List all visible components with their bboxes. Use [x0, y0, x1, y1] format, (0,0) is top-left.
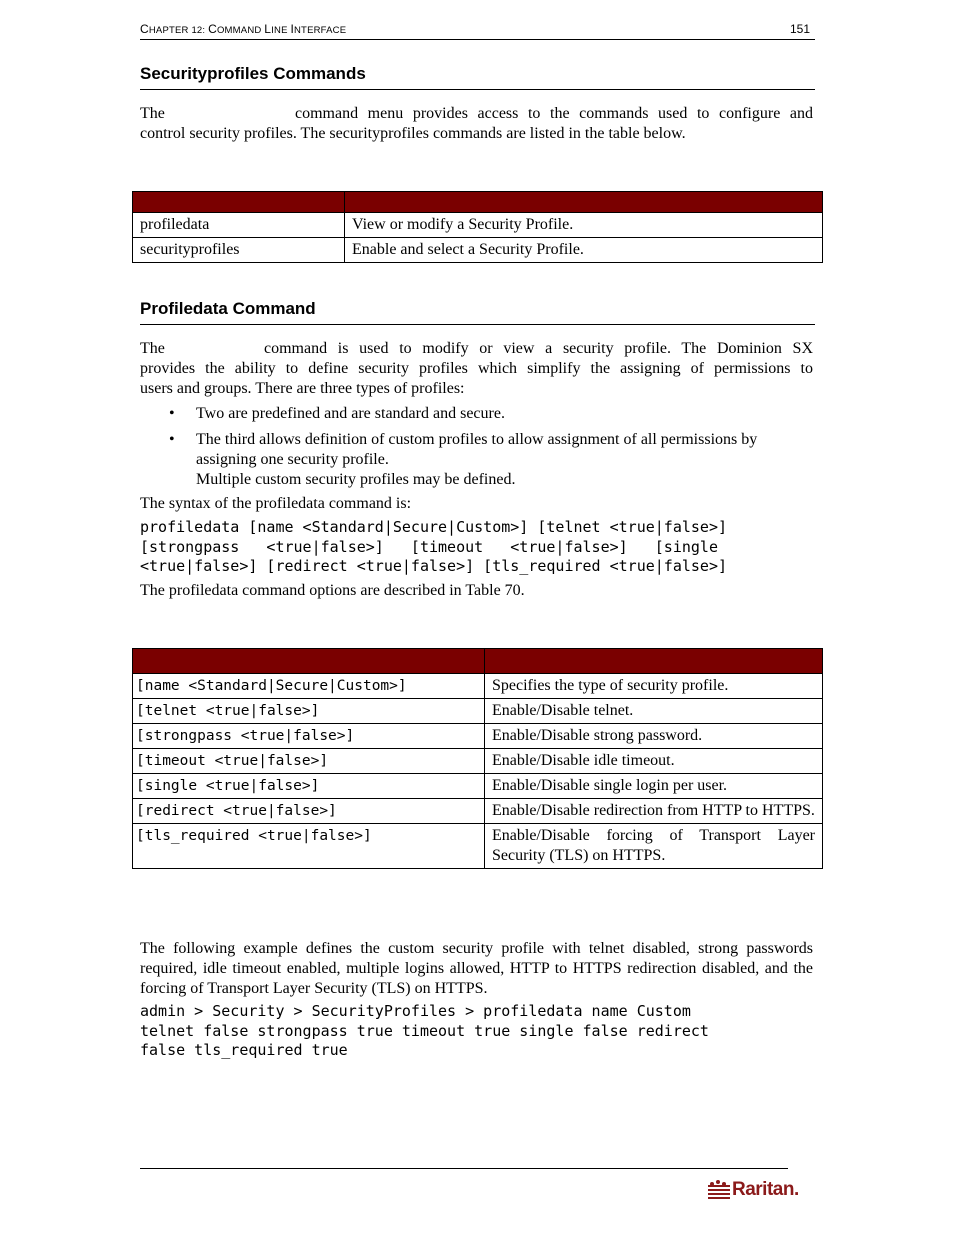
- table-header-row: [133, 649, 823, 674]
- table-row: [133, 238, 823, 263]
- table-row: [133, 213, 823, 238]
- footer-rule: [140, 1168, 788, 1169]
- option-cell: [redirect <true|false>]: [133, 799, 485, 824]
- profiledata-paragraph: [140, 339, 813, 399]
- description-cell: Enable/Disable idle timeout.: [485, 749, 823, 774]
- para-lead: The: [140, 340, 165, 357]
- list-item-text: Two are predefined and are standard and secure.: [196, 405, 505, 422]
- para-line: control security profiles. The securityprofiles commands are listed in the table below.: [140, 125, 686, 142]
- list-item: [169, 430, 809, 490]
- list-item: [169, 404, 809, 424]
- table-row: [133, 799, 823, 824]
- example-code-block: [140, 1002, 813, 1061]
- section-heading-profiledata: Profiledata Command: [140, 299, 316, 318]
- option-cell: [telnet <true|false>]: [133, 699, 485, 724]
- command-cell: profiledata: [133, 213, 345, 238]
- description-cell: Enable/Disable telnet.: [485, 699, 823, 724]
- table-row: [133, 749, 823, 774]
- table-row: [133, 699, 823, 724]
- code-line: profiledata [name <Standard|Secure|Custom>] [telnet <true|false>]: [140, 518, 727, 536]
- command-cell: securityprofiles: [133, 238, 345, 263]
- table-row: [133, 724, 823, 749]
- list-item-text: The third allows definition of custom profiles to allow assignment of all permissions by assigning one security profile.: [196, 431, 758, 468]
- list-item-note: Multiple custom security profiles may be defined.: [196, 471, 516, 488]
- description-cell: Enable and select a Security Profile.: [345, 238, 823, 263]
- option-cell: [timeout <true|false>]: [133, 749, 485, 774]
- description-cell: Enable/Disable strong password.: [485, 724, 823, 749]
- code-line: telnet false strongpass true timeout true single false redirect: [140, 1021, 709, 1040]
- profile-types-list: [169, 404, 809, 496]
- commands-table: [132, 191, 823, 263]
- header-smallcaps: INE: [271, 25, 291, 36]
- description-cell: Enable/Disable redirection from HTTP to HTTPS.: [485, 799, 823, 824]
- code-line: admin > Security > SecurityProfiles > profiledata name Custom: [140, 1002, 691, 1020]
- para-line: provides the ability to define security profiles which simplify the assigning of permissions to: [140, 360, 813, 377]
- bullet-icon: •: [169, 431, 175, 448]
- para-rest: command menu provides access to the commands used to configure and: [295, 105, 813, 122]
- header-initial: C: [208, 22, 217, 36]
- option-cell: [name <Standard|Secure|Custom>]: [133, 674, 485, 699]
- table-row: [133, 774, 823, 799]
- options-reference: The profiledata command options are described in Table 70.: [140, 582, 525, 599]
- logo-text: Raritan.: [732, 1179, 799, 1200]
- header-smallcaps: NTERFACE: [294, 25, 347, 36]
- para-rest: command is used to modify or view a security profile. The Dominion SX: [264, 340, 813, 357]
- para-lead: The: [140, 105, 165, 122]
- description-cell: Enable/Disable single login per user.: [485, 774, 823, 799]
- table-row: [133, 824, 823, 869]
- syntax-code-block: [140, 518, 813, 577]
- header-initial: L: [264, 22, 272, 36]
- section-rule: [140, 89, 815, 90]
- syntax-intro: The syntax of the profiledata command is:: [140, 495, 412, 512]
- page-number: 151: [790, 22, 811, 36]
- option-cell: [single <true|false>]: [133, 774, 485, 799]
- section-rule: [140, 324, 815, 325]
- header-smallcaps: OMMAND: [216, 25, 265, 36]
- raritan-logo: [706, 1176, 812, 1206]
- header-initial: I: [290, 22, 294, 36]
- code-line: <true|false>] [redirect <true|false>] [tls_required <true|false>]: [140, 557, 727, 575]
- running-header: [140, 22, 346, 36]
- code-line: false tls_required true: [140, 1041, 348, 1059]
- example-paragraph: The following example defines the custom security profile with telnet disabled, strong passwords required, idle timeout enabled, multiple logins allowed, HTTP to HTTPS redirection disabled, and the forcing of Transport Layer Security (TLS) on HTTPS.: [140, 940, 813, 997]
- table-row: [133, 674, 823, 699]
- section-heading-securityprofiles: Securityprofiles Commands: [140, 64, 366, 83]
- bullet-icon: •: [169, 405, 175, 422]
- header-smallcaps: HAPTER 12:: [148, 25, 209, 36]
- para-line: users and groups. There are three types of profiles:: [140, 380, 465, 397]
- option-cell: [strongpass <true|false>]: [133, 724, 485, 749]
- header-initial: C: [140, 22, 149, 36]
- header-rule: [140, 39, 815, 40]
- table-header-row: [133, 192, 823, 213]
- description-cell: Enable/Disable forcing of Transport Layer Security (TLS) on HTTPS.: [485, 824, 823, 869]
- code-line: [strongpass <true|false>] [timeout <true|false>] [single: [140, 537, 718, 556]
- options-table: [132, 648, 823, 869]
- option-cell: [tls_required <true|false>]: [133, 824, 485, 869]
- description-cell: View or modify a Security Profile.: [345, 213, 823, 238]
- intro-paragraph: [140, 104, 813, 144]
- description-cell: Specifies the type of security profile.: [485, 674, 823, 699]
